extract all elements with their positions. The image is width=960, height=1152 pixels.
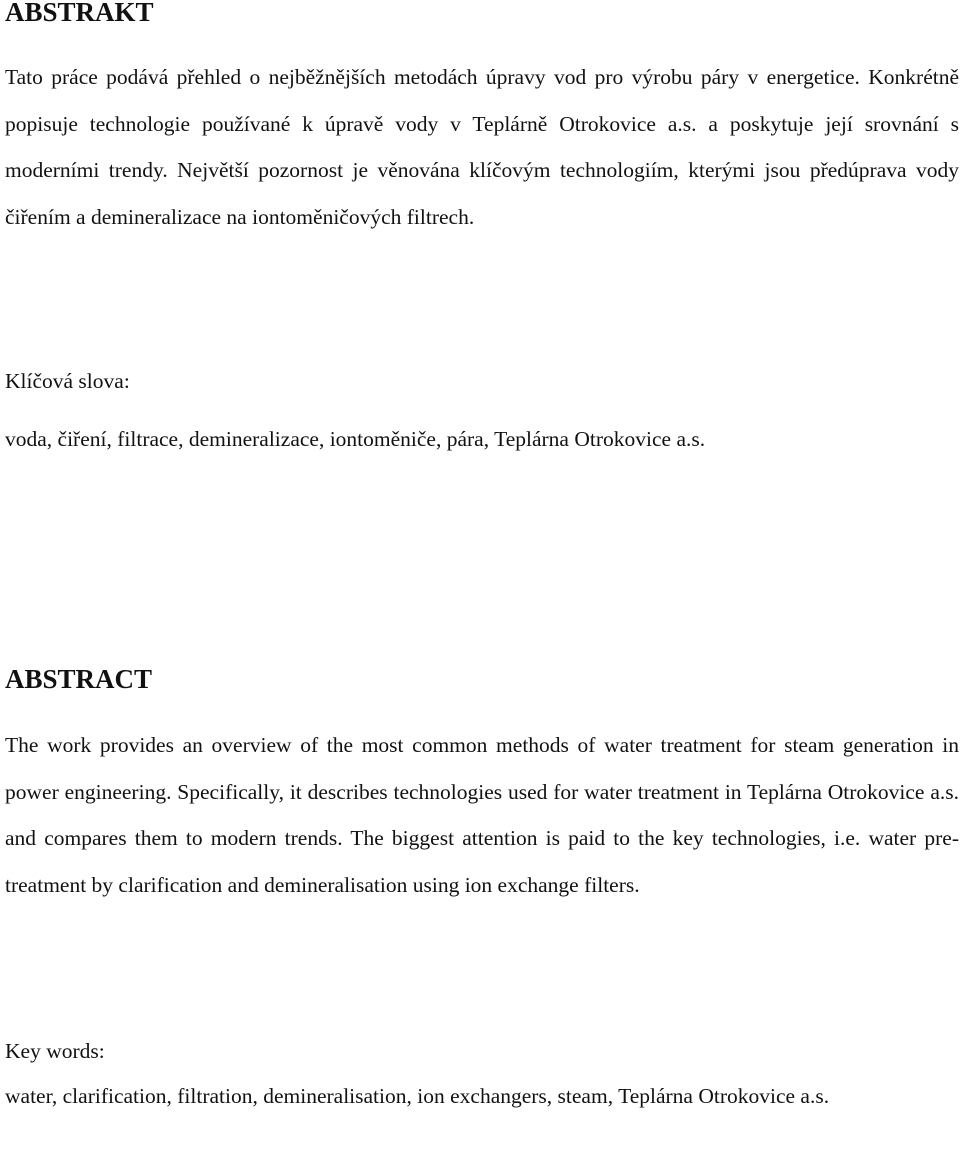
czech-abstract-text: Tato práce podává přehled o nejběžnějších metodách úpravy vod pro výrobu páry v energetice. Konkrétně popisuje technologie používané k úpravě vody v Teplárně Otrokovice a.s. a poskytuje její srovnání s moderními trendy. Největší pozornost je věnována klíčovým technologiím, kterými jsou předúprava vody čiřením a demineralizace na iontoměničových filtrech. xyxy=(5,65,959,229)
english-abstract-text: The work provides an overview of the most common methods of water treatment for steam generation in power engineering. Specifically, it describes technologies used for water treatment in Teplárna Otrokovice a.s. and compares them to modern trends. The biggest attention is paid to the key technologies, i.e. water pre-treatment by clarification and demineralisation using ion exchange filters. xyxy=(5,733,959,897)
czech-keywords-label: Klíčová slova: xyxy=(5,369,130,393)
english-keywords-label: Key words: xyxy=(5,1039,105,1063)
document-page xyxy=(5,0,959,1152)
english-keywords-text: water, clarification, filtration, demineralisation, ion exchangers, steam, Teplárna Otrokovice a.s. xyxy=(5,1084,830,1108)
czech-keywords-text: voda, čiření, filtrace, demineralizace, iontoměniče, pára, Teplárna Otrokovice a.s. xyxy=(5,427,706,451)
czech-abstract-heading: ABSTRAKT xyxy=(5,0,154,27)
english-abstract-heading: ABSTRACT xyxy=(5,664,153,694)
